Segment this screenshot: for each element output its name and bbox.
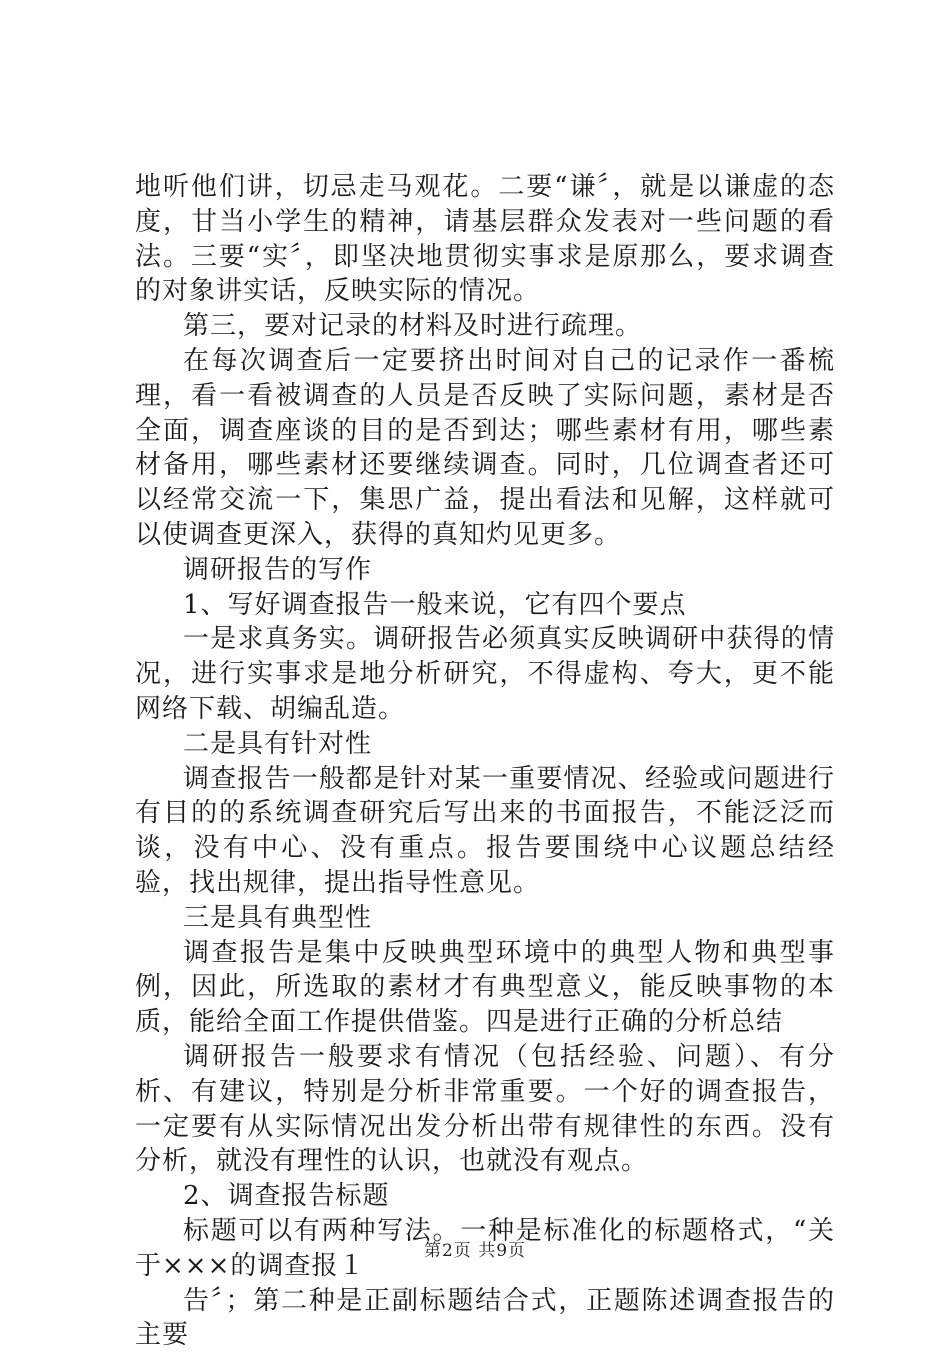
paragraph-4: 一是求真务实。调研报告必须真实反映调研中获得的情况，进行实事求是地分析研究，不得虚构、夸大，更不能网络下载、胡编乱造。 (135, 622, 835, 726)
point-2-heading: 二是具有针对性 (135, 727, 835, 762)
subheading-1: 1、写好调查报告一般来说，它有四个要点 (135, 588, 835, 623)
paragraph-9: 告〞；第二种是正副标题结合式，正题陈述调查报告的主要 (135, 1284, 835, 1353)
section-heading: 调研报告的写作 (135, 553, 835, 588)
paragraph-3: 在每次调查后一定要挤出时间对自己的记录作一番梳理，看一看被调查的人员是否反映了实际问题，素材是否全面，调查座谈的目的是否到达；哪些素材有用，哪些素材备用，哪些素材还要继续调查。同时，几位调查者还可以经常交流一下，集思广益，提出看法和见解，这样就可以使调查更深入，获得的真知灼见更多。 (135, 344, 835, 553)
paragraph-7: 调研报告一般要求有情况（包括经验、问题）、有分析、有建议，特别是分析非常重要。一个好的调查报告，一定要有从实际情况出发分析出带有规律性的东西。没有分析，就没有理性的认识，也就没有观点。 (135, 1040, 835, 1179)
page-number-footer: 第2页 共9页 (0, 1241, 950, 1261)
point-3-heading: 三是具有典型性 (135, 901, 835, 936)
subheading-2: 2、调查报告标题 (135, 1179, 835, 1214)
paragraph-1: 地听他们讲，切忌走马观花。二要“谦〞，就是以谦虚的态度，甘当小学生的精神，请基层群众发表对一些问题的看法。三要“实〞，即坚决地贯彻实事求是原那么，要求调查的对象讲实话，反映实际的情况。 (135, 170, 835, 309)
paragraph-5: 调查报告一般都是针对某一重要情况、经验或问题进行有目的的系统调查研究后写出来的书面报告，不能泛泛而谈，没有中心、没有重点。报告要围绕中心议题总结经验，找出规律，提出指导性意见。 (135, 762, 835, 901)
document-body (135, 170, 835, 1353)
paragraph-6: 调查报告是集中反映典型环境中的典型人物和典型事例，因此，所选取的素材才有典型意义，能反映事物的本质，能给全面工作提供借鉴。四是进行正确的分析总结 (135, 936, 835, 1040)
paragraph-2: 第三，要对记录的材料及时进行疏理。 (135, 309, 835, 344)
paragraph-8: 标题可以有两种写法。一种是标准化的标题格式，“关于×××的调查报１ (135, 1214, 835, 1284)
